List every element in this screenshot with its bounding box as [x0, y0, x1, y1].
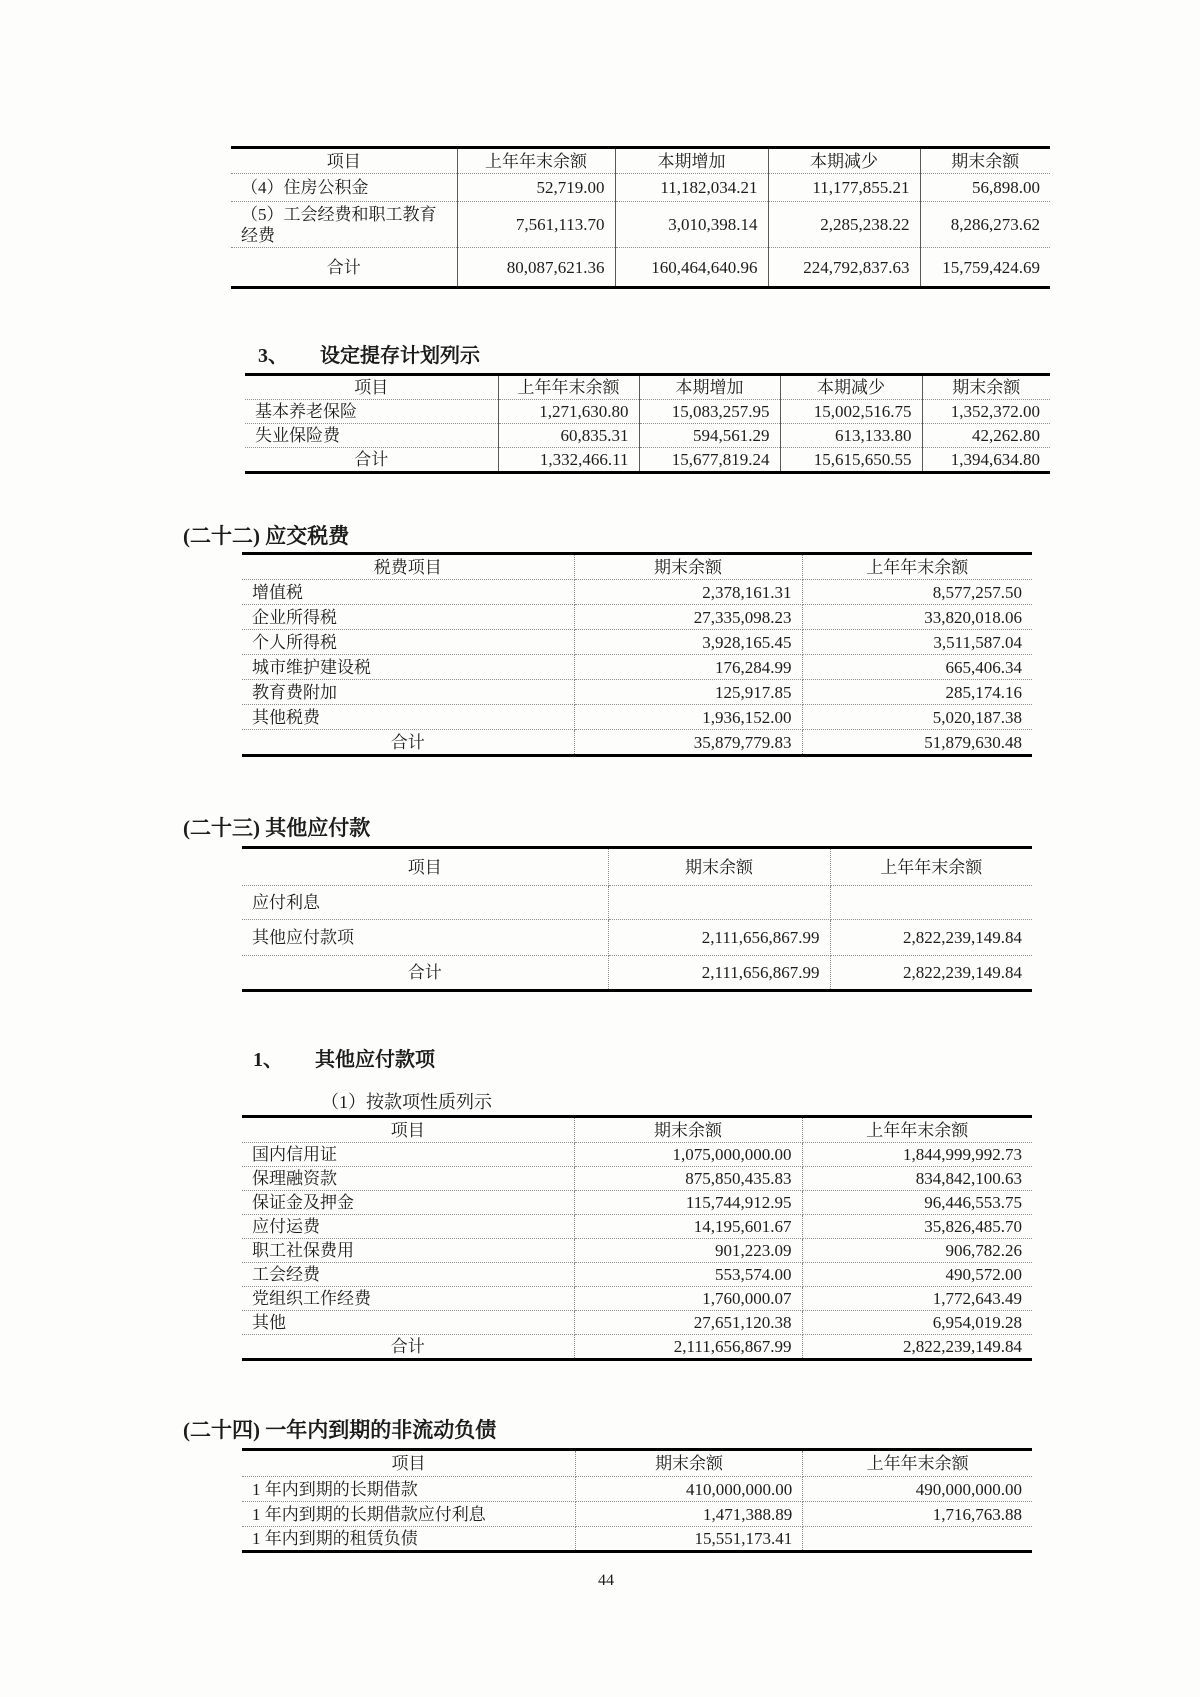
cell-value: 56,898.00	[920, 174, 1050, 202]
table-row	[242, 705, 1032, 730]
cell-value: 1,352,372.00	[922, 400, 1050, 424]
row-label: 党组织工作经费	[242, 1287, 574, 1311]
cell-value: 490,572.00	[802, 1263, 1032, 1287]
column-header: 项目	[245, 375, 498, 400]
cell-value: 2,285,238.22	[768, 202, 920, 248]
table-row	[242, 1191, 1032, 1215]
table-row	[242, 680, 1032, 705]
table-row	[242, 1502, 1032, 1527]
cell-value: 490,000,000.00	[803, 1477, 1032, 1502]
cell-value: 125,917.85	[574, 680, 802, 705]
cell-value: 1,936,152.00	[574, 705, 802, 730]
section-title: 其他应付款项	[315, 1049, 435, 1071]
column-header: 期末余额	[608, 848, 830, 886]
column-header: 项目	[242, 1117, 574, 1143]
table-header-row	[242, 1450, 1032, 1477]
cell-value: 11,177,855.21	[768, 174, 920, 202]
table-total-row	[242, 1335, 1032, 1360]
table-total-row	[245, 448, 1050, 473]
cell-value: 8,286,273.62	[920, 202, 1050, 248]
cell-value: 2,111,656,867.99	[608, 920, 830, 956]
cell-value: 96,446,553.75	[802, 1191, 1032, 1215]
cell-value: 2,111,656,867.99	[574, 1335, 802, 1360]
cell-value: 665,406.34	[802, 655, 1032, 680]
table-total-row	[242, 956, 1032, 991]
table-header-row	[242, 1117, 1032, 1143]
cell-value: 410,000,000.00	[575, 1477, 802, 1502]
table-header-row	[231, 148, 1050, 174]
table-header-row	[242, 554, 1032, 580]
cell-value: 3,511,587.04	[802, 630, 1032, 655]
row-label: 个人所得税	[242, 630, 574, 655]
table-header-row	[242, 848, 1032, 886]
cell-value	[830, 886, 1032, 920]
cell-value	[803, 1527, 1032, 1552]
cell-value: 1,716,763.88	[803, 1502, 1032, 1527]
table-row	[242, 1527, 1032, 1552]
cell-value: 8,577,257.50	[802, 580, 1032, 605]
table-row	[245, 400, 1050, 424]
total-label: 合计	[231, 248, 457, 288]
column-header: 税费项目	[242, 554, 574, 580]
row-label: 职工社保费用	[242, 1239, 574, 1263]
benefits-continuation-table	[231, 146, 1050, 289]
cell-value: 115,744,912.95	[574, 1191, 802, 1215]
row-label: 保理融资款	[242, 1167, 574, 1191]
cell-value: 35,826,485.70	[802, 1215, 1032, 1239]
cell-value: 834,842,100.63	[802, 1167, 1032, 1191]
table-row	[242, 1167, 1032, 1191]
cell-value: 33,820,018.06	[802, 605, 1032, 630]
page-number: 44	[598, 1572, 614, 1589]
cell-value: 1,271,630.80	[498, 400, 639, 424]
table-row	[242, 1311, 1032, 1335]
row-label: 其他税费	[242, 705, 574, 730]
table-row	[242, 1477, 1032, 1502]
total-label: 合计	[242, 1335, 574, 1360]
cell-value: 15,002,516.75	[780, 400, 922, 424]
table-row	[231, 202, 1050, 248]
cell-value: 3,928,165.45	[574, 630, 802, 655]
cell-value: 6,954,019.28	[802, 1311, 1032, 1335]
cell-value: 1,760,000.07	[574, 1287, 802, 1311]
cell-value: 35,879,779.83	[574, 730, 802, 756]
row-label: （5）工会经费和职工教育经费	[231, 202, 457, 248]
cell-value: 15,083,257.95	[639, 400, 780, 424]
column-header: 项目	[242, 1450, 575, 1477]
row-label: 教育费附加	[242, 680, 574, 705]
row-label: （4）住房公积金	[231, 174, 457, 202]
cell-value	[608, 886, 830, 920]
cell-value: 2,378,161.31	[574, 580, 802, 605]
column-header: 项目	[231, 148, 457, 174]
cell-value: 901,223.09	[574, 1239, 802, 1263]
column-header: 项目	[242, 848, 608, 886]
defined-contribution-plans-table	[245, 373, 1050, 474]
cell-value: 613,133.80	[780, 424, 922, 448]
column-header: 上年年末余额	[498, 375, 639, 400]
cell-value: 1,772,643.49	[802, 1287, 1032, 1311]
column-header: 期末余额	[574, 1117, 802, 1143]
section-24-heading: (二十四) 一年内到期的非流动负债	[183, 1418, 497, 1442]
column-header: 本期增加	[615, 148, 768, 174]
column-header: 期末余额	[575, 1450, 802, 1477]
table-row	[242, 920, 1032, 956]
cell-value: 1,075,000,000.00	[574, 1143, 802, 1167]
row-label: 1 年内到期的长期借款应付利息	[242, 1502, 575, 1527]
row-label: 失业保险费	[245, 424, 498, 448]
row-label: 城市维护建设税	[242, 655, 574, 680]
column-header: 期末余额	[920, 148, 1050, 174]
cell-value: 7,561,113.70	[457, 202, 615, 248]
cell-value: 1,844,999,992.73	[802, 1143, 1032, 1167]
table-row	[231, 174, 1050, 202]
column-header: 本期减少	[768, 148, 920, 174]
row-label: 增值税	[242, 580, 574, 605]
row-label: 保证金及押金	[242, 1191, 574, 1215]
cell-value: 14,195,601.67	[574, 1215, 802, 1239]
table-row	[242, 886, 1032, 920]
column-header: 本期减少	[780, 375, 922, 400]
cell-value: 1,332,466.11	[498, 448, 639, 473]
column-header: 期末余额	[574, 554, 802, 580]
table-row	[242, 605, 1032, 630]
table-row	[242, 1263, 1032, 1287]
cell-value: 553,574.00	[574, 1263, 802, 1287]
cell-value: 27,335,098.23	[574, 605, 802, 630]
column-header: 期末余额	[922, 375, 1050, 400]
section-23-heading: (二十三) 其他应付款	[183, 816, 371, 840]
column-header: 上年年末余额	[803, 1450, 1032, 1477]
row-label: 工会经费	[242, 1263, 574, 1287]
section-title: 设定提存计划列示	[320, 345, 480, 367]
row-label: 1 年内到期的租赁负债	[242, 1527, 575, 1552]
table-row	[245, 424, 1050, 448]
cell-value: 15,615,650.55	[780, 448, 922, 473]
column-header: 上年年末余额	[802, 554, 1032, 580]
cell-value: 1,394,634.80	[950, 450, 1040, 469]
cell-value: 60,835.31	[498, 424, 639, 448]
row-label: 国内信用证	[242, 1143, 574, 1167]
table-row	[242, 655, 1032, 680]
table-row	[242, 1143, 1032, 1167]
cell-value: 15,551,173.41	[575, 1527, 802, 1552]
cell-value: 2,822,239,149.84	[903, 963, 1022, 982]
cell-value: 27,651,120.38	[574, 1311, 802, 1335]
total-label: 合计	[242, 730, 574, 756]
cell-value: 42,262.80	[922, 424, 1050, 448]
table-total-row	[242, 730, 1032, 756]
cell-value: 3,010,398.14	[615, 202, 768, 248]
column-header: 上年年末余额	[457, 148, 615, 174]
row-label: 1 年内到期的长期借款	[242, 1477, 575, 1502]
cell-value: 2,111,656,867.99	[608, 956, 830, 991]
cell-value: 15,759,424.69	[942, 257, 1040, 277]
subsection-1-1-heading: （1）按款项性质列示	[321, 1092, 492, 1112]
section-number: 1、	[253, 1049, 283, 1071]
section-22-heading: (二十二) 应交税费	[183, 524, 350, 548]
cell-value: 285,174.16	[802, 680, 1032, 705]
table-row	[242, 630, 1032, 655]
table-header-row	[245, 375, 1050, 400]
other-payables-summary-table	[242, 846, 1032, 992]
cell-value: 176,284.99	[574, 655, 802, 680]
row-label: 其他	[242, 1311, 574, 1335]
cell-value: 52,719.00	[457, 174, 615, 202]
cell-value: 80,087,621.36	[457, 248, 615, 288]
cell-value: 51,879,630.48	[924, 732, 1022, 752]
taxes-payable-table	[242, 552, 1032, 757]
table-total-row	[231, 248, 1050, 288]
column-header: 本期增加	[639, 375, 780, 400]
subsection-1-heading	[253, 1048, 435, 1072]
cell-value: 224,792,837.63	[768, 248, 920, 288]
cell-value: 594,561.29	[639, 424, 780, 448]
cell-value: 2,822,239,149.84	[830, 920, 1032, 956]
other-payables-by-nature-table	[242, 1115, 1032, 1361]
table-row	[242, 580, 1032, 605]
row-label: 基本养老保险	[245, 400, 498, 424]
total-label: 合计	[245, 448, 498, 473]
table-row	[242, 1215, 1032, 1239]
cell-value: 2,822,239,149.84	[903, 1337, 1022, 1356]
cell-value: 875,850,435.83	[574, 1167, 802, 1191]
row-label: 应付利息	[242, 886, 608, 920]
row-label: 其他应付款项	[242, 920, 608, 956]
noncurrent-liabilities-due-within-one-year-table	[242, 1448, 1032, 1553]
cell-value: 1,471,388.89	[575, 1502, 802, 1527]
column-header: 上年年末余额	[802, 1117, 1032, 1143]
cell-value: 160,464,640.96	[615, 248, 768, 288]
cell-value: 906,782.26	[802, 1239, 1032, 1263]
table-row	[242, 1287, 1032, 1311]
section-3-heading	[258, 344, 480, 368]
cell-value: 5,020,187.38	[802, 705, 1032, 730]
row-label: 应付运费	[242, 1215, 574, 1239]
cell-value: 11,182,034.21	[615, 174, 768, 202]
cell-value: 15,677,819.24	[639, 448, 780, 473]
section-number: 3、	[258, 345, 288, 367]
total-label: 合计	[242, 956, 608, 991]
table-row	[242, 1239, 1032, 1263]
row-label: 企业所得税	[242, 605, 574, 630]
column-header: 上年年末余额	[830, 848, 1032, 886]
